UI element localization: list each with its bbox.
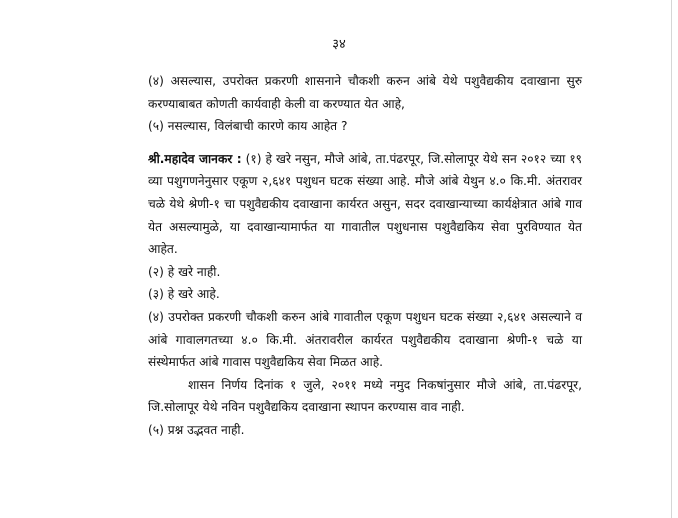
question-item-5: (५) नसल्यास, विलंबाची कारणे काय आहेत ? bbox=[148, 119, 348, 134]
answer-item-1-text: (१) हे खरे नसुन, मौजे आंबे, ता.पंढरपूर, जि.सोलापूर येथे सन २०१२ च्या १९ व्या पशुगणनेनुसार एकूण २,६४१ पशुधन घटक संख्या आहे. मौजे आंबे येथुन ४.० कि.मी. अंतरावर चळे येथे श्रेणी-१ चा पशुवैद्यकीय दवाखाना कार्यरत असुन, सदर दवाखान्याच्या कार्यक्षेत्रात आंबे गाव येत असल्यामुळे, या दवाखान्यामार्फत या गावातील पशुधनास पशुवैद्यकिय सेवा पुरविण्यात येत आहेत. bbox=[148, 151, 583, 257]
answer-item-4-continued: शासन निर्णय दिनांक १ जुले, २०११ मध्ये नमुद निकषांनुसार मौजे आंबे, ता.पंढरपूर, जि.सोलापूर येथे नविन पशुवैद्यकिय दवाखाना स्थापन करण्यास वाव नाही. bbox=[148, 377, 582, 415]
page-edge-line bbox=[671, 0, 672, 518]
answer-item-3: (३) हे खरे आहे. bbox=[148, 287, 220, 302]
answer-item-5: (५) प्रश्न उद्भवत नाही. bbox=[148, 422, 245, 437]
answer-item-1 bbox=[148, 148, 582, 261]
answer-item-4: (४) उपरोक्त प्रकरणी चौकशी करुन आंबे गावातील एकूण पशुधन घटक संख्या २,६४१ असल्याने व आंबे गावालगतच्या ४.० कि.मी. अंतरावरील कार्यरत पशुवैद्यकीय दवाखाना श्रेणी-१ चळे या संस्थेमार्फत आंबे गावास पशुवैद्यकिय सेवा मिळत आहे. bbox=[148, 309, 582, 370]
document-body bbox=[148, 70, 582, 442]
answer-item-2: (२) हे खरे नाही. bbox=[148, 264, 221, 279]
page-number: ३४ bbox=[332, 37, 346, 52]
section-gap bbox=[148, 138, 582, 148]
speaker-name: श्री.महादेव जानकर : bbox=[148, 151, 242, 166]
question-item-4: (४) असल्यास, उपरोक्त प्रकरणी शासनाने चौकशी करुन आंबे येथे पशुवैद्यकीय दवाखाना सुरु करण्याबाबत कोणती कार्यवाही केली वा करण्यात येत आहे, bbox=[148, 74, 582, 111]
